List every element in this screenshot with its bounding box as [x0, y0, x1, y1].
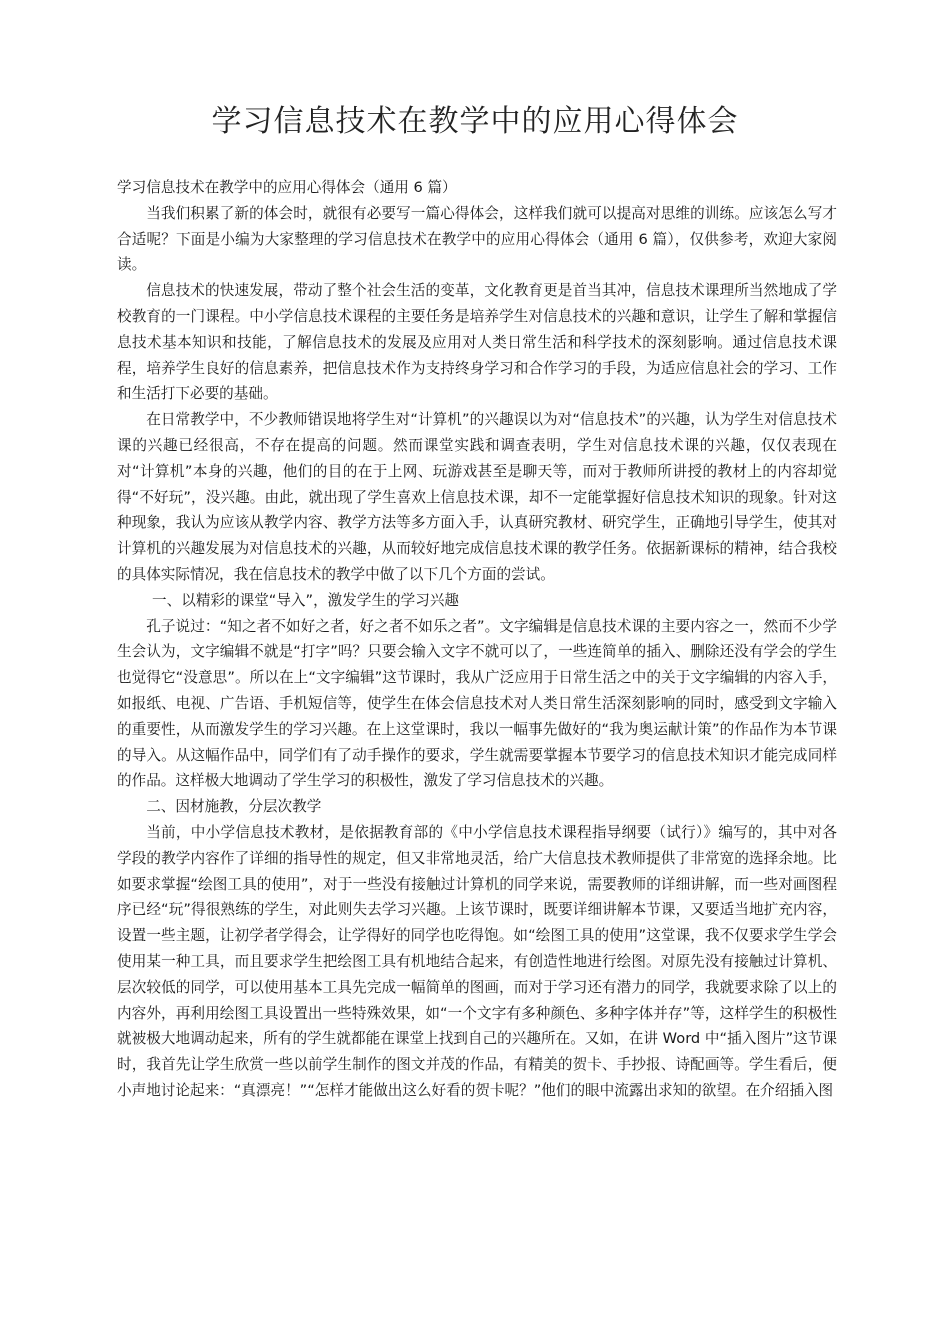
paragraph-section-2: 当前，中小学信息技术教材，是依据教育部的《中小学信息技术课程指导纲要（试行）》编写的，其中对各学段的教学内容作了详细的指导性的规定，但又非常地灵活，给广大信息技术教师提供了非常宽的选择余地。比如要求掌握“绘图工具的使用”，对于一些没有接触过计算机的同学来说，需要教师的详细讲解，而一些对画图程序已经“玩”得很熟练的学生，对此则失去学习兴趣。上该节课时，既要详细讲解本节课，又要适当地扩充内容，设置一些主题，让初学者学得会，让学得好的同学也吃得饱。如“绘图工具的使用”这堂课，我不仅要求学生学会使用某一种工具，而且要求学生把绘图工具有机地结合起来，有创造性地进行绘图。对原先没有接触过计算机、层次较低的同学，可以使用基本工具先完成一幅简单的图画，而对于学习还有潜力的同学，我就要求除了以上的内容外，再利用绘图工具设置出一些特殊效果，如“一个文字有多种颜色、多种字体并存”等，这样学生的积极性就被极大地调动起来，所有的学生就都能在课堂上找到自己的兴趣所在。又如，在讲 Word 中“插入图片”这节课时，我首先让学生欣赏一些以前学生制作的图文并茂的作品，有精美的贺卡、手抄报、诗配画等。学生看后，便小声地讨论起来：“真漂亮！”“怎样才能做出这么好看的贺卡呢？”他们的眼中流露出求知的欲望。在介绍插入图 [117, 823, 837, 1099]
document-title: 学习信息技术在教学中的应用心得体会 [211, 104, 739, 139]
paragraph-intro: 当我们积累了新的体会时，就很有必要写一篇心得体会，这样我们就可以提高对思维的训练。应该怎么写才合适呢？下面是小编为大家整理的学习信息技术在教学中的应用心得体会（通用 6 篇），仅供参考，欢迎大家阅读。 [117, 204, 837, 274]
document-subtitle: 学习信息技术在教学中的应用心得体会（通用 6 篇） [117, 179, 457, 196]
document-body [117, 175, 837, 1104]
section-heading-2: 二、因材施教，分层次教学 [146, 798, 322, 816]
paragraph-section-1: 孔子说过：“知之者不如好之者，好之者不如乐之者”。文字编辑是信息技术课的主要内容之一，然而不少学生会认为，文字编辑不就是“打字”吗？只要会输入文字不就可以了，一些连简单的插入、删除还没有学会的学生也觉得它“没意思”。所以在上“文字编辑”这节课时，我从广泛应用于日常生活之中的关于文字编辑的内容入手，如报纸、电视、广告语、手机短信等，使学生在体会信息技术对人类日常生活深刻影响的同时，感受到文字输入的重要性，从而激发学生的学习兴趣。在上这堂课时，我以一幅事先做好的“我为奥运献计策”的作品作为本节课的导入。从这幅作品中，同学们有了动手操作的要求，学生就需要掌握本节要学习的信息技术知识才能完成同样的作品。这样极大地调动了学生学习的积极性，激发了学习信息技术的兴趣。 [117, 617, 837, 790]
section-heading-1: 一、以精彩的课堂“导入”，激发学生的学习兴趣 [152, 591, 460, 609]
paragraph-background: 信息技术的快速发展，带动了整个社会生活的变革，文化教育更是首当其冲，信息技术课理所当然地成了学校教育的一门课程。中小学信息技术课程的主要任务是培养学生对信息技术的兴趣和意识，让学生了解和掌握信息技术基本知识和技能，了解信息技术的发展及应用对人类日常生活和科学技术的深刻影响。通过信息技术课程，培养学生良好的信息素养，把信息技术作为支持终身学习和合作学习的手段，为适应信息社会的学习、工作和生活打下必要的基础。 [117, 282, 837, 403]
paragraph-problem: 在日常教学中，不少教师错误地将学生对“计算机”的兴趣误以为对“信息技术”的兴趣，认为学生对信息技术课的兴趣已经很高，不存在提高的问题。然而课堂实践和调查表明，学生对信息技术课的兴趣，仅仅表现在对“计算机”本身的兴趣，他们的目的在于上网、玩游戏甚至是聊天等，而对于教师所讲授的教材上的内容却觉得“不好玩”，没兴趣。由此，就出现了学生喜欢上信息技术课，却不一定能掌握好信息技术知识的现象。针对这种现象，我认为应该从教学内容、教学方法等多方面入手，认真研究教材、研究学生，正确地引导学生，使其对计算机的兴趣发展为对信息技术的兴趣，从而较好地完成信息技术课的教学任务。依据新课标的精神，结合我校的具体实际情况，我在信息技术的教学中做了以下几个方面的尝试。 [117, 411, 837, 583]
